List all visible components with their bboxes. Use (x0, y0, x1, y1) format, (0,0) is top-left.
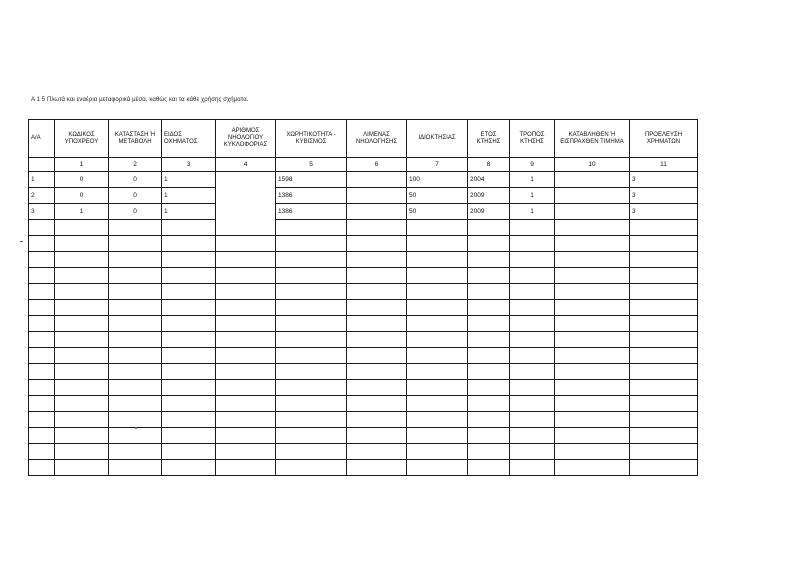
empty-cell (468, 252, 510, 268)
empty-cell (109, 220, 162, 236)
empty-cell (347, 252, 407, 268)
empty-cell (109, 459, 162, 475)
table-cell: 1386 (276, 204, 347, 220)
empty-cell (55, 364, 109, 380)
empty-cell (407, 268, 468, 284)
empty-cell (109, 300, 162, 316)
empty-cell (407, 348, 468, 364)
empty-cell (468, 395, 510, 411)
form-caption: Α 1 5 Πλωτά και εναέρια μεταφορικά μέσα, καθώς και τα κάθε χρήσης σχήματα. (31, 97, 249, 103)
empty-cell (510, 380, 555, 396)
empty-cell (347, 284, 407, 300)
empty-cell (630, 236, 698, 252)
empty-cell (276, 332, 347, 348)
empty-cell (276, 348, 347, 364)
empty-cell (162, 411, 216, 427)
empty-cell (216, 395, 276, 411)
empty-cell (216, 268, 276, 284)
empty-cell (162, 348, 216, 364)
empty-cell (510, 252, 555, 268)
empty-cell (468, 443, 510, 459)
empty-cell (162, 364, 216, 380)
empty-table-row (29, 236, 698, 252)
empty-cell (216, 252, 276, 268)
empty-cell (347, 395, 407, 411)
empty-cell (510, 332, 555, 348)
empty-cell (162, 220, 216, 236)
empty-cell (216, 380, 276, 396)
empty-cell (630, 427, 698, 443)
registry-number-cell (216, 172, 276, 236)
column-number-row (29, 158, 698, 172)
empty-cell (29, 284, 55, 300)
column-number-0 (29, 158, 55, 172)
empty-cell (630, 364, 698, 380)
empty-cell (510, 395, 555, 411)
table-cell (347, 204, 407, 220)
column-header-10: ΚΑΤΑΒΛΗΘΕΝ Ή ΕΙΣΠΡΑΧΘΕΝ ΤΙΜΗΜΑ (555, 120, 630, 158)
empty-cell (29, 348, 55, 364)
empty-cell (468, 220, 510, 236)
empty-cell (347, 427, 407, 443)
empty-cell (216, 443, 276, 459)
empty-cell (216, 300, 276, 316)
empty-cell (407, 284, 468, 300)
empty-cell (555, 411, 630, 427)
empty-table-row (29, 348, 698, 364)
table-cell: 0 (109, 188, 162, 204)
empty-cell (630, 300, 698, 316)
table-cell (555, 172, 630, 188)
table-row (29, 188, 698, 204)
column-number-2: 2 (109, 158, 162, 172)
empty-cell (216, 459, 276, 475)
empty-cell (276, 284, 347, 300)
empty-cell (29, 459, 55, 475)
empty-cell (510, 268, 555, 284)
table-cell: 1 (55, 204, 109, 220)
empty-cell (29, 427, 55, 443)
table-cell: 3 (29, 204, 55, 220)
empty-cell (109, 284, 162, 300)
empty-cell (407, 316, 468, 332)
empty-cell (109, 443, 162, 459)
column-header-2: ΚΑΤΑΣΤΑΣΗ Ή ΜΕΤΑΒΟΛΗ (109, 120, 162, 158)
column-header-5: ΧΩΡΗΤΙΚΟΤΗΤΑ - ΚΥΒΙΣΜΟΣ (276, 120, 347, 158)
empty-cell (162, 427, 216, 443)
table-cell: 3 (630, 172, 698, 188)
empty-cell (29, 380, 55, 396)
empty-cell (276, 316, 347, 332)
column-header-4: ΑΡΙΘΜΟΣ ΝΗΟΛΟΓΙΟΥ ΚΥΚΛΟΦΟΡΙΑΣ (216, 120, 276, 158)
empty-cell (216, 364, 276, 380)
empty-cell (109, 380, 162, 396)
empty-cell (29, 332, 55, 348)
column-header-1: ΚΩΔΙΚΟΣ ΥΠΟΧΡΕΟΥ (55, 120, 109, 158)
empty-cell (630, 268, 698, 284)
column-number-1: 1 (55, 158, 109, 172)
empty-cell (29, 220, 55, 236)
empty-cell (510, 220, 555, 236)
column-number-3: 3 (162, 158, 216, 172)
empty-cell (162, 284, 216, 300)
table-cell: 0 (109, 172, 162, 188)
empty-cell (510, 348, 555, 364)
empty-cell (162, 395, 216, 411)
empty-cell (109, 268, 162, 284)
empty-cell (630, 443, 698, 459)
empty-cell (468, 284, 510, 300)
empty-cell (55, 284, 109, 300)
empty-cell (555, 332, 630, 348)
empty-cell (216, 348, 276, 364)
empty-cell (55, 411, 109, 427)
empty-cell (276, 300, 347, 316)
empty-cell (510, 284, 555, 300)
table-cell (555, 188, 630, 204)
empty-cell (55, 443, 109, 459)
empty-table-row (29, 364, 698, 380)
empty-cell (276, 443, 347, 459)
empty-cell (407, 220, 468, 236)
table-row (29, 172, 698, 188)
empty-cell (407, 300, 468, 316)
table-cell: 2009 (468, 204, 510, 220)
empty-cell (555, 443, 630, 459)
empty-cell (29, 300, 55, 316)
table-cell (347, 172, 407, 188)
empty-cell (109, 427, 162, 443)
empty-cell (55, 348, 109, 364)
empty-cell (555, 236, 630, 252)
empty-cell (276, 395, 347, 411)
empty-cell (29, 236, 55, 252)
empty-cell (630, 316, 698, 332)
empty-cell (55, 300, 109, 316)
empty-cell (109, 364, 162, 380)
column-number-10: 10 (555, 158, 630, 172)
empty-cell (347, 332, 407, 348)
empty-cell (347, 316, 407, 332)
empty-cell (468, 348, 510, 364)
empty-cell (347, 236, 407, 252)
empty-cell (555, 268, 630, 284)
empty-cell (468, 332, 510, 348)
column-header-0: Α/Α (29, 120, 55, 158)
empty-cell (216, 411, 276, 427)
empty-cell (162, 332, 216, 348)
table-cell: 1 (510, 204, 555, 220)
empty-cell (555, 427, 630, 443)
empty-cell (162, 236, 216, 252)
table-cell: 1 (510, 188, 555, 204)
empty-cell (468, 364, 510, 380)
empty-cell (407, 411, 468, 427)
empty-cell (347, 380, 407, 396)
empty-table-row (29, 316, 698, 332)
empty-cell (55, 459, 109, 475)
column-number-7: 7 (407, 158, 468, 172)
table-cell: 1 (162, 204, 216, 220)
empty-cell (29, 252, 55, 268)
empty-cell (216, 316, 276, 332)
empty-table-row (29, 268, 698, 284)
table-cell: 1 (510, 172, 555, 188)
empty-cell (276, 268, 347, 284)
margin-mark (20, 241, 23, 242)
table-cell: 1386 (276, 188, 347, 204)
empty-cell (510, 236, 555, 252)
table-cell: 0 (55, 188, 109, 204)
empty-cell (555, 364, 630, 380)
empty-cell (555, 380, 630, 396)
empty-cell (276, 220, 347, 236)
empty-cell (55, 268, 109, 284)
empty-cell (630, 395, 698, 411)
table-cell: 100 (407, 172, 468, 188)
column-number-5: 5 (276, 158, 347, 172)
empty-cell (55, 316, 109, 332)
empty-table-row (29, 380, 698, 396)
empty-cell (468, 380, 510, 396)
empty-cell (468, 236, 510, 252)
empty-table-row (29, 395, 698, 411)
empty-cell (630, 411, 698, 427)
empty-cell (55, 427, 109, 443)
empty-cell (510, 427, 555, 443)
empty-cell (347, 459, 407, 475)
empty-cell (407, 443, 468, 459)
empty-cell (109, 236, 162, 252)
table-cell: 2009 (468, 188, 510, 204)
empty-table-row (29, 300, 698, 316)
column-header-6: ΛΙΜΕΝΑΣ ΝΗΟΛΟΓΗΣΗΣ (347, 120, 407, 158)
column-header-9: ΤΡΟΠΟΣ ΚΤΗΣΗΣ (510, 120, 555, 158)
empty-cell (216, 236, 276, 252)
empty-cell (510, 364, 555, 380)
empty-cell (109, 348, 162, 364)
empty-cell (510, 316, 555, 332)
empty-cell (555, 300, 630, 316)
empty-table-row (29, 443, 698, 459)
empty-cell (510, 411, 555, 427)
empty-cell (555, 252, 630, 268)
empty-table-row (29, 220, 698, 236)
table-cell: 50 (407, 188, 468, 204)
empty-table-row (29, 252, 698, 268)
empty-cell (162, 380, 216, 396)
table-cell (555, 204, 630, 220)
empty-table-row (29, 411, 698, 427)
empty-cell (162, 316, 216, 332)
empty-cell (468, 427, 510, 443)
table-cell: 50 (407, 204, 468, 220)
empty-cell (276, 380, 347, 396)
empty-cell (29, 316, 55, 332)
empty-cell (630, 332, 698, 348)
empty-cell (162, 268, 216, 284)
empty-cell (109, 316, 162, 332)
table-cell: 3 (630, 204, 698, 220)
empty-cell (468, 300, 510, 316)
empty-cell (55, 252, 109, 268)
empty-cell (468, 459, 510, 475)
empty-cell (347, 411, 407, 427)
empty-cell (347, 348, 407, 364)
empty-cell (630, 459, 698, 475)
empty-cell (55, 236, 109, 252)
empty-cell (55, 332, 109, 348)
empty-cell (407, 252, 468, 268)
empty-cell (407, 459, 468, 475)
empty-cell (555, 316, 630, 332)
empty-cell (407, 380, 468, 396)
stray-mark (135, 427, 137, 429)
header-row (29, 120, 698, 158)
empty-cell (162, 252, 216, 268)
empty-cell (468, 268, 510, 284)
empty-cell (109, 332, 162, 348)
table-cell: 0 (55, 172, 109, 188)
table-cell: 3 (630, 188, 698, 204)
empty-cell (407, 236, 468, 252)
empty-cell (407, 332, 468, 348)
empty-cell (468, 411, 510, 427)
column-header-11: ΠΡΟΕΛΕΥΣΗ ΧΡΗΜΑΤΩΝ (630, 120, 698, 158)
empty-cell (29, 411, 55, 427)
empty-cell (347, 364, 407, 380)
empty-cell (216, 332, 276, 348)
empty-cell (276, 459, 347, 475)
column-number-4: 4 (216, 158, 276, 172)
empty-cell (216, 284, 276, 300)
empty-cell (55, 395, 109, 411)
empty-cell (109, 395, 162, 411)
empty-cell (510, 443, 555, 459)
column-header-8: ΕΤΟΣ ΚΤΗΣΗΣ (468, 120, 510, 158)
empty-cell (347, 300, 407, 316)
empty-cell (109, 411, 162, 427)
vehicles-table (28, 119, 698, 476)
empty-cell (407, 364, 468, 380)
empty-cell (276, 252, 347, 268)
table-cell: 1 (29, 172, 55, 188)
empty-cell (630, 220, 698, 236)
table-cell: 2004 (468, 172, 510, 188)
column-header-3: ΕΙΔΟΣ ΟΧΗΜΑΤΟΣ (162, 120, 216, 158)
empty-table-row (29, 459, 698, 475)
empty-cell (510, 459, 555, 475)
empty-cell (510, 300, 555, 316)
empty-cell (630, 380, 698, 396)
empty-cell (347, 268, 407, 284)
empty-cell (162, 443, 216, 459)
empty-table-row (29, 284, 698, 300)
empty-table-row (29, 332, 698, 348)
empty-cell (347, 443, 407, 459)
table-cell: 1 (162, 188, 216, 204)
empty-cell (407, 395, 468, 411)
empty-cell (29, 268, 55, 284)
column-number-6: 6 (347, 158, 407, 172)
empty-cell (29, 395, 55, 411)
table-row (29, 204, 698, 220)
empty-cell (555, 395, 630, 411)
table-cell (347, 188, 407, 204)
empty-cell (162, 300, 216, 316)
table-cell: 2 (29, 188, 55, 204)
empty-cell (276, 236, 347, 252)
empty-cell (55, 220, 109, 236)
empty-cell (55, 380, 109, 396)
empty-cell (555, 348, 630, 364)
empty-cell (555, 284, 630, 300)
empty-cell (630, 252, 698, 268)
column-number-9: 9 (510, 158, 555, 172)
column-number-11: 11 (630, 158, 698, 172)
empty-cell (109, 252, 162, 268)
empty-cell (468, 316, 510, 332)
empty-cell (29, 443, 55, 459)
table-cell: 1598 (276, 172, 347, 188)
empty-cell (347, 220, 407, 236)
empty-cell (162, 459, 216, 475)
empty-table-row (29, 427, 698, 443)
empty-cell (276, 427, 347, 443)
empty-cell (216, 427, 276, 443)
empty-cell (276, 411, 347, 427)
empty-cell (276, 364, 347, 380)
empty-cell (630, 284, 698, 300)
empty-cell (407, 427, 468, 443)
empty-cell (29, 364, 55, 380)
table-cell: 1 (162, 172, 216, 188)
empty-cell (555, 220, 630, 236)
column-header-7: ΙΔΙΟΚΤΗΣΙΑΣ (407, 120, 468, 158)
empty-cell (555, 459, 630, 475)
table-cell: 0 (109, 204, 162, 220)
column-number-8: 8 (468, 158, 510, 172)
empty-cell (630, 348, 698, 364)
